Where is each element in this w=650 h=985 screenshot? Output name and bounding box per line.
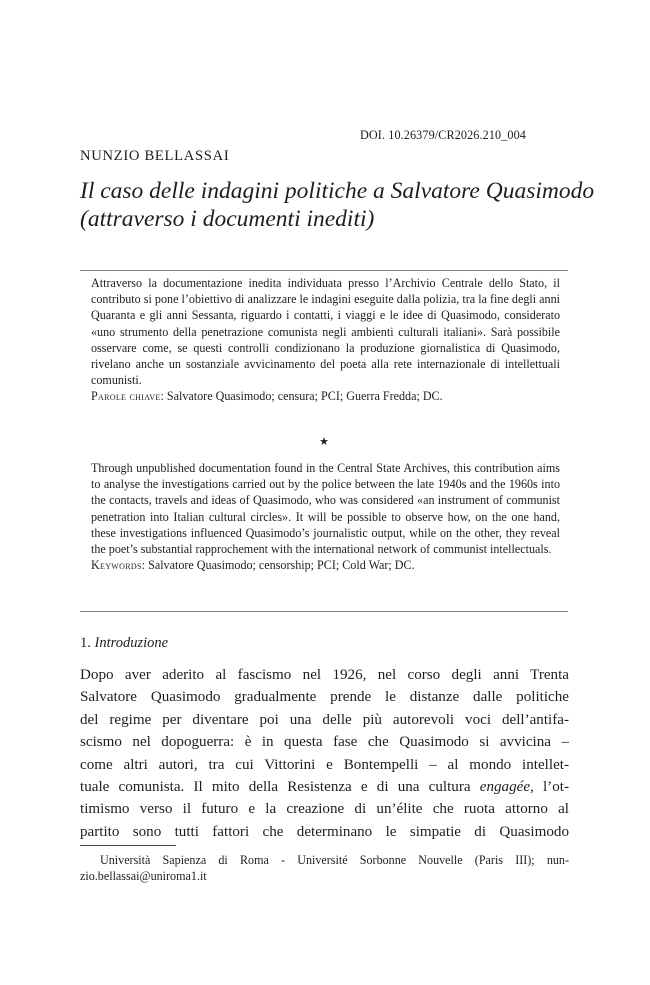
section-heading	[80, 635, 168, 652]
keywords-english-list: Salvatore Quasimodo; censorship; PCI; Cold War; DC.	[148, 558, 415, 573]
doi-label: DOI. 10.26379/CR2026.210_004	[360, 128, 526, 142]
body-paragraph	[80, 664, 569, 843]
body-line: partito sono tutti fattori che determinano le simpatie di Quasimodo	[80, 823, 569, 840]
body-line-end: , l’ot-	[530, 779, 569, 796]
body-line: del regime per diventare poi una delle più autorevoli voci dell’antifa-	[80, 711, 569, 728]
article-title	[80, 177, 600, 233]
keywords-english-label: Keywords	[91, 558, 142, 573]
body-line	[80, 776, 569, 798]
body-italic-word: engagée	[479, 779, 531, 796]
footnote-rule	[80, 845, 176, 846]
body-line: timismo verso il futuro e la creazione di un’élite che ruota attorno al	[80, 801, 569, 818]
title-line-1: Il caso delle indagini politiche a Salvatore Quasimodo	[80, 178, 595, 204]
abstract-box	[80, 270, 568, 612]
abstract-english-text: Through unpublished documentation found in the Central State Archives, this contribution aims to analyse the investigations carried out by the police between the late 1940s and the 1960s into the contacts, travels and ideas of Quasimodo, who was considered «an instrument of communist penetration into Italian cultural circles». It will be possible to observe how, on the one hand, these investigations influenced Quasimodo’s journalistic output, while on the other, they reveal the poet’s substantial rapprochement with the international network of communist intellectuals.	[91, 461, 560, 557]
footnote-line-1: Università Sapienza di Roma - Université Sorbonne Nouvelle (Paris III); nun-	[100, 853, 569, 867]
body-line: Salvatore Quasimodo gradualmente prende le distanze dalle politiche	[80, 689, 569, 706]
body-line: scismo nel dopoguerra: è in questa fase che Quasimodo si avvicina –	[80, 734, 569, 751]
section-number: 1.	[80, 635, 91, 651]
author-name: NUNZIO BELLASSAI	[80, 148, 230, 164]
title-line-2: (attraverso i documenti inediti)	[80, 206, 375, 232]
keywords-italian: Parole chiave: Salvatore Quasimodo; censura; PCI; Guerra Fredda; DC.	[91, 389, 443, 404]
section-title: Introduzione	[94, 635, 169, 651]
abstract-italian	[91, 275, 560, 405]
keywords-english: Keywords: Salvatore Quasimodo; censorship; PCI; Cold War; DC.	[91, 558, 415, 573]
body-line: come altri autori, tra cui Vittorini e Bontempelli – al mondo intellet-	[80, 756, 569, 773]
footnote-line-2: zio.bellassai@uniroma1.it	[80, 869, 207, 884]
keywords-italian-label: Parole chiave	[91, 389, 161, 404]
abstract-english	[91, 460, 560, 573]
keywords-italian-list: Salvatore Quasimodo; censura; PCI; Guerra Fredda; DC.	[166, 389, 443, 404]
body-line-start: tuale comunista. Il mito della Resistenza e di una cultura	[80, 779, 471, 796]
footnote	[80, 852, 569, 884]
body-line: Dopo aver aderito al fascismo nel 1926, nel corso degli anni Trenta	[80, 667, 569, 683]
star-separator: ★	[319, 436, 329, 448]
abstract-italian-text: Attraverso la documentazione inedita individuata presso l’Archivio Centrale dello Stato, il contributo si pone l’obiettivo di analizzare le indagini eseguite dalla polizia, tra la fine degli anni Quaranta e gli anni Sessanta, riguardo i contatti, i viaggi e le idee di Quasimodo, considerato «uno strumento della penetrazione comunista negli ambienti culturali italiani». Sarà possibile osservare come, se questi controlli condizionano la produzione giornalistica di Quasimodo, rivelano anche un sostanziale avvicinamento del poeta alla rete internazionale di intellettuali comunisti.	[91, 276, 560, 388]
